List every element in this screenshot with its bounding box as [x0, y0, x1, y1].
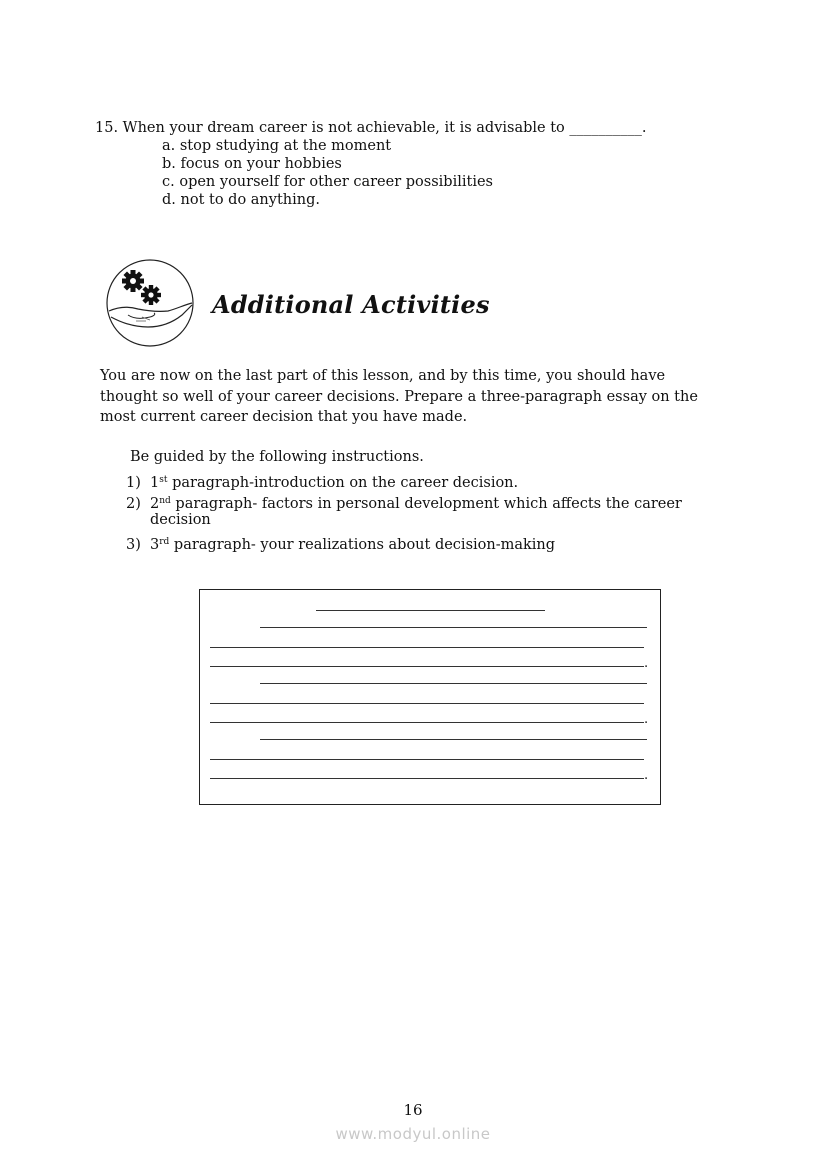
intro-paragraph: You are now on the last part of this lesson, and by this time, you should have thought so well of your career decisions. Prepare a three-paragraph essay on the most current career decision that you have made. — [100, 368, 698, 425]
paragraph-3-period: . — [644, 768, 649, 783]
essay-title-line — [316, 610, 545, 611]
section-title: Additional Activities — [212, 290, 490, 319]
instruction-ordinal-suffix: st — [159, 475, 168, 485]
gears-on-hand-icon — [106, 259, 194, 347]
paragraph-3-last-line — [210, 778, 644, 779]
paragraph-3-first-line — [260, 739, 647, 740]
instruction-ordinal-suffix: rd — [159, 537, 170, 547]
instruction-number: 3) — [126, 537, 141, 553]
instruction-continuation: decision — [150, 512, 211, 528]
instruction-text: paragraph-introduction on the career decision. — [167, 475, 519, 491]
instruction-item — [126, 532, 555, 556]
page-number: 16 — [403, 1101, 423, 1119]
option-c: c. open yourself for other career possibilities — [162, 174, 493, 190]
paragraph-2-line — [210, 703, 644, 704]
paragraph-2-period: . — [644, 712, 649, 727]
paragraph-2-last-line — [210, 722, 644, 723]
paragraph-1-line — [210, 647, 644, 648]
instruction-item — [126, 470, 518, 494]
instruction-ordinal-suffix: nd — [159, 496, 171, 506]
instruction-number: 2) — [126, 496, 141, 512]
instruction-text: paragraph- your realizations about decision-making — [169, 537, 556, 553]
option-d: d. not to do anything. — [162, 192, 320, 208]
paragraph-1-first-line — [260, 627, 647, 628]
instruction-item — [126, 491, 682, 515]
instruction-number: 1) — [126, 475, 141, 491]
option-b: b. focus on your hobbies — [162, 156, 342, 172]
instruction-ordinal: 2 — [150, 496, 160, 512]
instructions-heading: Be guided by the following instructions. — [130, 449, 424, 465]
instruction-ordinal: 3 — [150, 537, 160, 553]
option-a: a. stop studying at the moment — [162, 138, 392, 154]
paragraph-2-first-line — [260, 683, 647, 684]
paragraph-3-line — [210, 759, 644, 760]
instruction-text: paragraph- factors in personal development which affects the career — [170, 496, 682, 512]
question-15-stem: 15. When your dream career is not achievable, it is advisable to __________. — [95, 120, 647, 136]
essay-template-box — [199, 589, 661, 805]
paragraph-1-last-line — [210, 666, 644, 667]
paragraph-1-period: . — [644, 656, 649, 671]
instruction-ordinal: 1 — [150, 475, 160, 491]
watermark: www.modyul.online — [335, 1125, 491, 1143]
